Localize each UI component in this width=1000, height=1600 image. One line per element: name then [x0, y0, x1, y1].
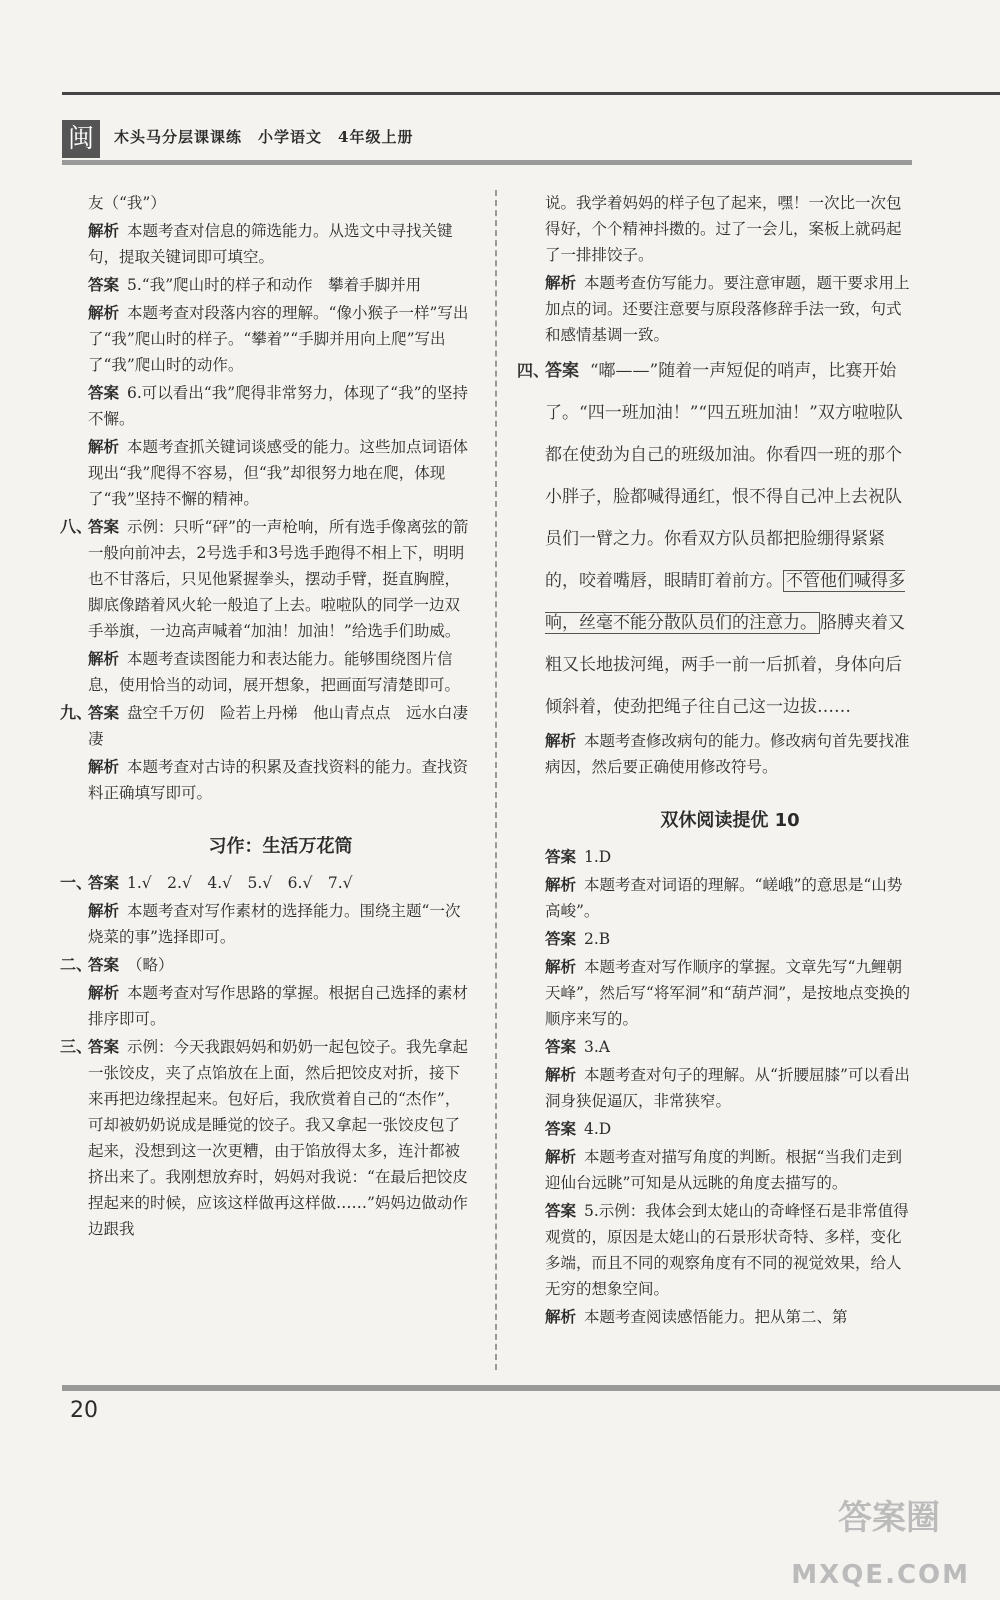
watermark-url: MXQE.COM: [791, 1560, 970, 1590]
analysis-paragraph: 解析 本题考查对写作顺序的掌握。文章先写“九鲤朝天峰”，然后写“将军洞”和“葫芦洞”，是按地点变换的顺序来写的。: [545, 958, 911, 1028]
section-title: 习作：生活万花筒: [208, 836, 353, 857]
publisher-logo: 闽: [62, 120, 100, 158]
top-rule: [62, 92, 1000, 95]
analysis-paragraph: 解析 本题考查对段落内容的理解。“像小猴子一样”写出了“我”爬山时的样子。“攀着”“手脚并用向上爬”写出了“我”爬山时的动作。: [88, 304, 469, 374]
answer-paragraph: 答案 4.D: [545, 1120, 612, 1138]
answer-paragraph: 答案 5.“我”爬山时的样子和动作 攀着手脚并用: [88, 276, 422, 294]
answer-paragraph: 答案 2.B: [545, 930, 611, 948]
book-title: 木头马分层课课练 小学语文 4年级上册: [114, 128, 414, 146]
handwritten-answer: 四、 答案 “嘟——”随着一声短促的哨声，比赛开始了。“四一班加油！”“四五班加油！”双方啦啦队都在使劲为自己的班级加油。你看四一班的那个小胖子，脸都喊得通红，恨不得自己冲上去祝队员们一臂之力。你看双方队员都把脸绷得紧紧的，咬着嘴唇，眼睛盯着前方。 不管他们喊得多响，丝毫不能分散队员们的注意力。 胳膊夹着又粗又长地拔河绳，两手一前一后抓着，身体向后倾斜着，使劲把绳子往自己这一边拔……: [517, 361, 905, 717]
analysis-paragraph: 解析 本题考查对信息的筛选能力。从选文中寻找关键句，提取关键词即可填空。: [88, 222, 453, 266]
analysis-paragraph: 解析 本题考查对词语的理解。“嵯峨”的意思是“山势高峻”。: [545, 876, 903, 920]
answer-paragraph: 答案 6.可以看出“我”爬得非常努力，体现了“我”的坚持不懈。: [88, 384, 469, 428]
analysis-paragraph: 解析 本题考查修改病句的能力。修改病句首先要找准病因，然后要正确使用修改符号。: [545, 732, 910, 776]
boxed-correction: 不管他们喊得多响，丝毫不能分散队员们的注意力。: [545, 571, 905, 633]
writing-q2-answer: 二、 答案 （略）: [60, 955, 174, 974]
section-title: 双休阅读提优 10: [660, 810, 800, 831]
analysis-paragraph: 解析 本题考查对古诗的积累及查找资料的能力。查找资料正确填写即可。: [88, 758, 469, 802]
analysis-paragraph: 解析 本题考查仿写能力。要注意审题，题干要求用上加点的词。还要注意要与原段落修辞手法一致，句式和感情基调一致。: [545, 274, 910, 344]
analysis-paragraph: 解析 本题考查对写作思路的掌握。根据自己选择的素材排序即可。: [88, 984, 469, 1028]
analysis-paragraph: 解析 本题考查对写作素材的选择能力。围绕主题“一次烧菜的事”选择即可。: [88, 902, 461, 946]
page-header: [62, 120, 912, 162]
question-9-answer: 九、 答案 盘空千万仞 险若上丹梯 他山青点点 远水白凄凄: [60, 703, 469, 748]
column-divider: [495, 190, 497, 1370]
footer-bar: [62, 1385, 1000, 1391]
header-bar: [62, 160, 912, 165]
analysis-paragraph: 解析 本题考查对描写角度的判断。根据“当我们走到迎仙台远眺”可知是从远眺的角度去描写的。: [545, 1148, 902, 1192]
analysis-paragraph: 解析 本题考查阅读感悟能力。把从第二、第: [545, 1308, 848, 1326]
analysis-paragraph: 解析 本题考查读图能力和表达能力。能够围绕图片信息，使用恰当的动词，展开想象，把画面写清楚即可。: [88, 650, 461, 694]
answer-paragraph: 答案 1.D: [545, 848, 612, 866]
left-column: [60, 190, 473, 1244]
question-8-answer: 八、 答案 示例：只听“砰”的一声枪响，所有选手像离弦的箭一般向前冲去，2号选手和3号选手跑得不相上下，明明也不甘落后，只见他紧握拳头，摆动手臂，挺直胸膛，脚底像踏着风火轮一般追了上去。啦啦队的同学一边双手举旗，一边高声喊着“加油！加油！”给选手们助威。: [60, 517, 469, 640]
page-number: 20: [70, 1398, 98, 1423]
answer-text: 友（“我”）: [88, 194, 166, 212]
writing-q3-answer: 三、 答案 示例：今天我跟妈妈和奶奶一起包饺子。我先拿起一张饺皮，夹了点馅放在上面，然后把饺皮对折，接下来再把边缘捏起来。包好后，我欣赏着自己的“杰作”，可却被奶奶说成是睡觉的饺子。我又拿起一张饺皮包了起来，没想到这一次更糟，由于馅放得太多，连汁都被挤出来了。我刚想放弃时，妈妈对我说：“在最后把饺皮捏起来的时候，应该这样做再这样做……”妈妈边做动作边跟我: [60, 1037, 469, 1238]
answer-paragraph: 答案 3.A: [545, 1038, 610, 1056]
answer-continuation: 说。我学着妈妈的样子包了起来，嘿！一次比一次包得好，个个精神抖擞的。过了一会儿，案板上就码起了一排排饺子。: [545, 194, 902, 264]
analysis-paragraph: 解析 本题考查对句子的理解。从“折腰屈膝”可以看出洞身狭促逼仄，非常狭窄。: [545, 1066, 910, 1110]
answer-paragraph: 答案 5.示例：我体会到太姥山的奇峰怪石是非常值得观赏的，原因是太姥山的石景形状奇特、多样，变化多端，而且不同的观察角度有不同的视觉效果，给人无穷的想象空间。: [545, 1202, 909, 1298]
analysis-paragraph: 解析 本题考查抓关键词谈感受的能力。这些加点词语体现出“我”爬得不容易，但“我”却很努力地在爬，体现了“我”坚持不懈的精神。: [88, 438, 469, 508]
watermark-logo: 答案圈: [838, 1498, 940, 1538]
right-column: [517, 190, 915, 1332]
writing-q1-answer: 一、 答案 1.√ 2.√ 4.√ 5.√ 6.√ 7.√: [60, 873, 353, 892]
